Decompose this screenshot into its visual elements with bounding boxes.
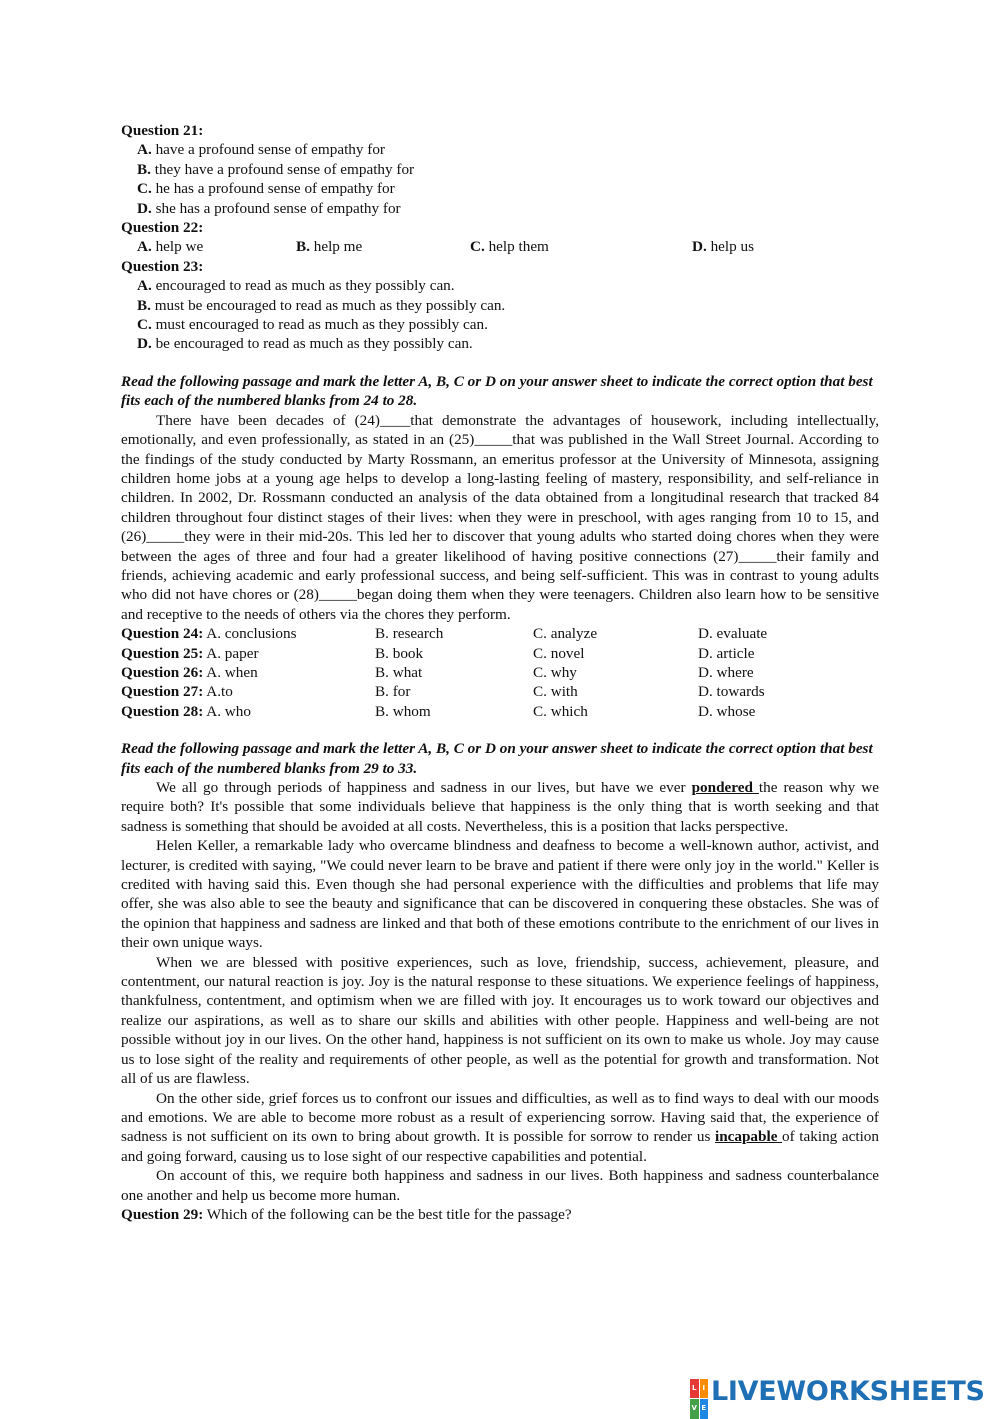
q22-option-c: C. help them (470, 238, 549, 256)
q28-option-b: B. whom (375, 702, 431, 720)
q22-option-b: B. help me (296, 238, 363, 256)
questions-24-28-grid (121, 624, 879, 721)
passage-2-paragraph-5: On account of this, we require both happiness and sadness in our lives. Both happiness and sadness counterbalance one another and help us become more human. (121, 1167, 879, 1204)
passage-2-paragraph-4: On the other side, grief forces us to confront our issues and difficulties, as well as to find ways to deal with our moods and emotions. We are able to become more robust as a result of experiencing sorrow. Having said that, the experience of sadness is not sufficient on its own to bring about growth. It is possible for sorrow to render us incapable of taking action and going forward, causing us to lose sight of our respective capabilities and potential. (121, 1089, 879, 1165)
q24-option-d: D. evaluate (698, 625, 768, 643)
q27-option-d: D. towards (698, 683, 765, 701)
q28-option-d: D. whose (698, 702, 756, 720)
passage-1-text: There have been decades of (24)____that demonstrate the advantages of housework, including intellectually, emotionally, and even professionally, as stated in an (25)_____that was published in the Wall Street Journal. According to the findings of the study conducted by Marty Rossmann, an emeritus professor at the University of Minnesota, assigning children home jobs at a young age helps to develop a long-lasting feeling of mastery, responsibility, and self-reliance in children. In 2002, Dr. Rossmann conducted an analysis of the data obtained from a longitudinal research that tracked 84 children throughout four distinct stages of their lives: when they were in preschool, with ages ranging from 10 to 15, and (26)_____they were in their mid-20s. This led her to discover that young adults who started doing chores when they were between the ages of three and four had a greater likelihood of having positive connections (27)_____their family and friends, achieving academic and early professional success, and being self-sufficient. This was in contrast to young adults who did not have chores or (28)_____began doing them when they were teenagers. Children also learn how to be sensitive and receptive to the needs of others via the chores they perform. (121, 411, 879, 623)
passage-2-paragraph-3: When we are blessed with positive experiences, such as love, friendship, success, achievement, pleasure, and contentment, our natural reaction is joy. Joy is the natural response to these situations. We experience feelings of happiness, thankfulness, contentment, and optimism when we are filled with joy. It encourages us to work toward our objectives and realize our aspirations, as well as to share our skills and abilities with other people. Happiness and well-being are not possible without joy in our lives. On the other hand, happiness is not sufficient on its own to make us whole. Joy may cause us to lose sight of the reality and requirements of other people, as well as the potential for growth and transformation. Not all of us are flawless. (121, 953, 879, 1088)
passage-2-instruction: Read the following passage and mark the letter A, B, C or D on your answer sheet to indicate the correct option that best fits each of the numbered blanks from 29 to 33. (121, 740, 873, 777)
q27-option-c: C. with (533, 683, 578, 701)
q21-option-a: A. have a profound sense of empathy for (137, 141, 385, 159)
q26-option-d: D. where (698, 663, 754, 681)
worksheet-page (121, 121, 879, 1224)
question-23-title: Question 23: (121, 257, 204, 275)
q27-row-a: Question 27: A.to (121, 683, 233, 701)
q24-option-b: B. research (375, 625, 444, 643)
q26-option-c: C. why (533, 663, 577, 681)
logo-text: LIVEWORKSHEETS (711, 1376, 985, 1408)
q25-row-a: Question 25: A. paper (121, 644, 259, 662)
liveworksheets-logo (690, 1376, 985, 1413)
q25-option-d: D. article (698, 644, 755, 662)
q23-option-b: B. must be encouraged to read as much as they possibly can. (137, 296, 506, 314)
passage-1-instruction: Read the following passage and mark the letter A, B, C or D on your answer sheet to indicate the correct option that best fits each of the numbered blanks from 24 to 28. (121, 372, 873, 410)
underlined-word-pondered: pondered (691, 779, 759, 796)
q28-row-a: Question 28: A. who (121, 702, 251, 720)
q21-option-b: B. they have a profound sense of empathy for (137, 160, 415, 178)
q22-option-d: D. help us (692, 238, 755, 256)
q22-options-row (121, 237, 879, 256)
question-29: Question 29: Which of the following can be the best title for the passage? (121, 1205, 572, 1223)
q26-option-b: B. what (375, 663, 423, 681)
q21-option-c: C. he has a profound sense of empathy for (137, 180, 395, 198)
q21-option-d: D. she has a profound sense of empathy for (137, 199, 401, 217)
question-22-title: Question 22: (121, 219, 204, 237)
q23-option-c: C. must encouraged to read as much as they possibly can. (137, 316, 488, 334)
logo-badge-icon: L I V E (690, 1379, 708, 1405)
q28-option-c: C. which (533, 702, 588, 720)
q24-row-a: Question 24: A. conclusions (121, 625, 297, 643)
q25-option-b: B. book (375, 644, 424, 662)
q25-option-c: C. novel (533, 644, 585, 662)
underlined-word-incapable: incapable (714, 1128, 783, 1146)
q22-option-a: A. help we (137, 238, 204, 256)
q24-option-c: C. analyze (533, 625, 598, 643)
question-21-title: Question 21: (121, 122, 204, 139)
q27-option-b: B. for (375, 683, 411, 701)
passage-2-paragraph-1: We all go through periods of happiness and sadness in our lives, but have we ever pondered the reason why we require both? It's possible that some individuals believe that happiness is the only thing that is worth seeking and that sadness is something that should be avoided at all costs. Nevertheless, this is a position that lacks perspective. (121, 779, 879, 835)
q26-row-a: Question 26: A. when (121, 663, 258, 681)
passage-2-paragraph-2: Helen Keller, a remarkable lady who overcame blindness and deafness to become a well-known author, activist, and lecturer, is credited with saying, "We could never learn to be brave and patient if there were only joy in the world." Keller is credited with having said this. Even though she had personal experience with the difficulties and problems that life may offer, she was also able to see the beauty and significance that can be discovered in conquering these obstacles. She was of the opinion that happiness and sadness are linked and that both of these emotions contribute to the enrichment of our lives in their own unique ways. (121, 837, 879, 952)
q23-option-a: A. encouraged to read as much as they possibly can. (137, 277, 455, 295)
q23-option-d: D. be encouraged to read as much as they possibly can. (137, 335, 473, 353)
